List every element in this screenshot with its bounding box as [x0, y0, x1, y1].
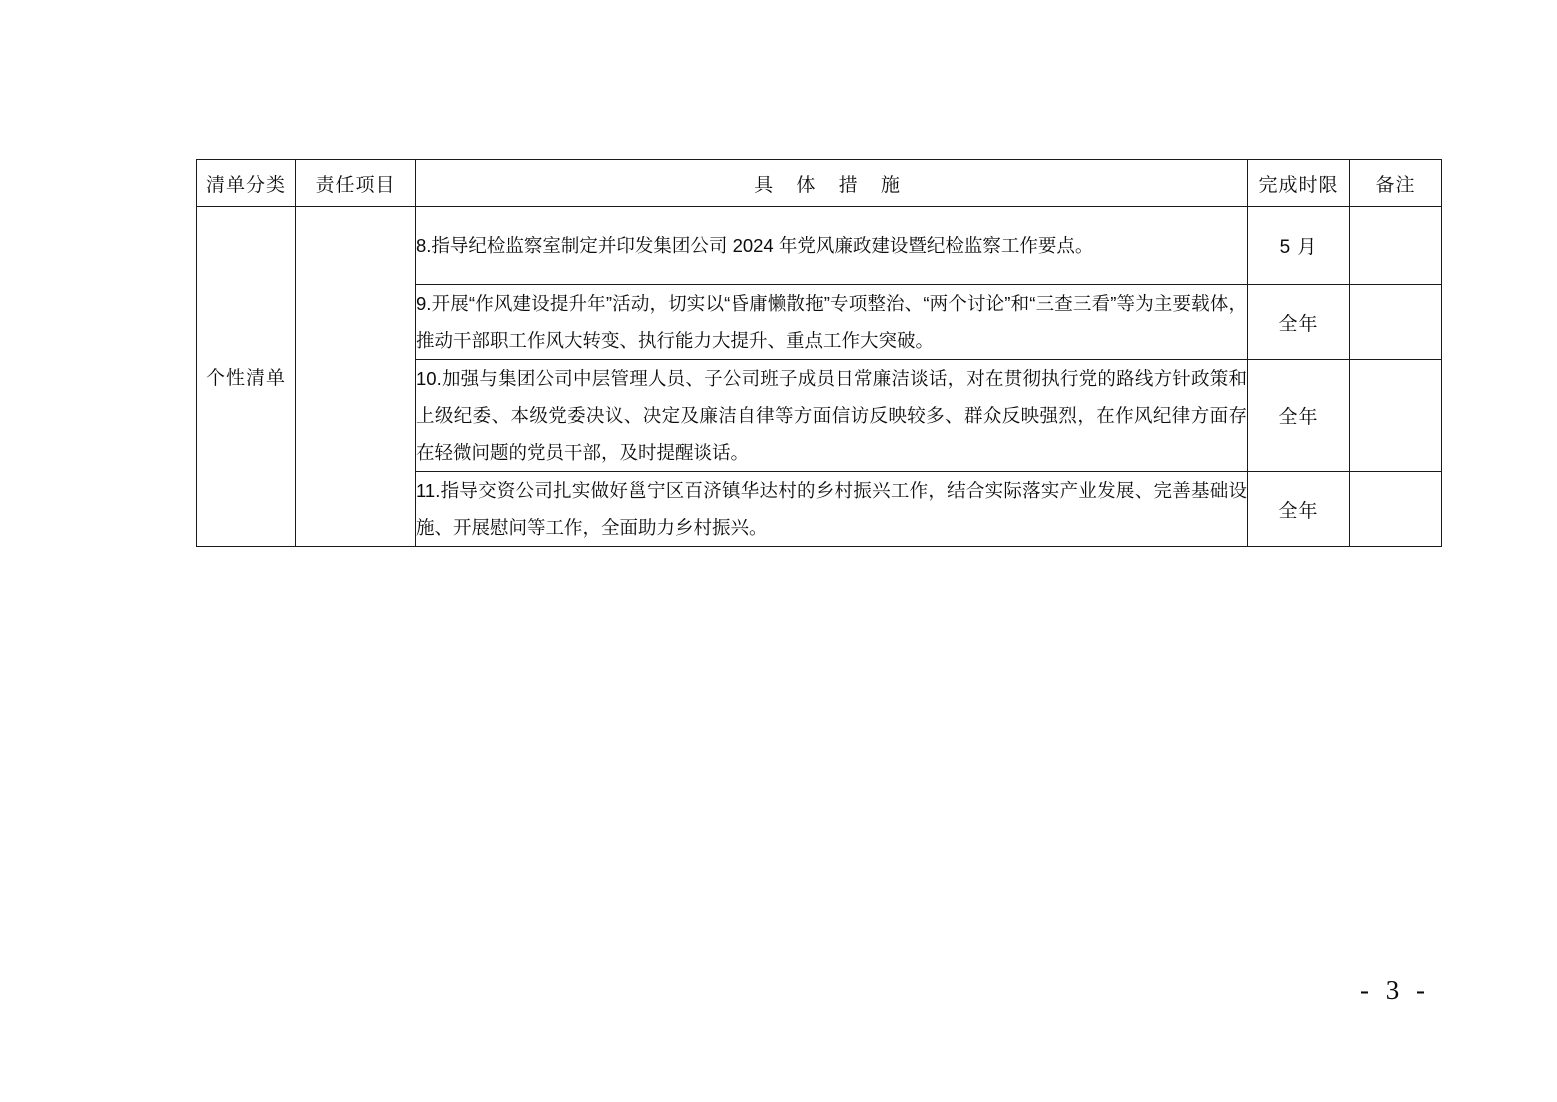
deadline-cell: 全年 — [1248, 360, 1350, 472]
deadline-cell: 全年 — [1248, 285, 1350, 360]
header-category: 清单分类 — [197, 160, 296, 207]
category-cell: 个性清单 — [197, 207, 296, 547]
remark-cell — [1350, 472, 1442, 547]
header-remark: 备注 — [1350, 160, 1442, 207]
remark-cell — [1350, 285, 1442, 360]
responsibility-list-table — [196, 159, 1442, 547]
page-number: - 3 - — [1360, 975, 1430, 1005]
deadline-cell: 全年 — [1248, 472, 1350, 547]
remark-cell — [1350, 360, 1442, 472]
measure-cell: 11.指导交资公司扎实做好邕宁区百济镇华达村的乡村振兴工作，结合实际落实产业发展、完善基础设施、开展慰问等工作，全面助力乡村振兴。 — [416, 472, 1248, 547]
deadline-cell: 5 月 — [1248, 207, 1350, 285]
measure-cell: 8.指导纪检监察室制定并印发集团公司 2024 年党风廉政建设暨纪检监察工作要点。 — [416, 207, 1248, 285]
table-header-row — [197, 160, 1442, 207]
header-deadline: 完成时限 — [1248, 160, 1350, 207]
header-project: 责任项目 — [296, 160, 416, 207]
measure-cell: 10.加强与集团公司中层管理人员、子公司班子成员日常廉洁谈话，对在贯彻执行党的路线方针政策和上级纪委、本级党委决议、决定及廉洁自律等方面信访反映较多、群众反映强烈，在作风纪律方面存在轻微问题的党员干部，及时提醒谈话。 — [416, 360, 1248, 472]
project-cell — [296, 207, 416, 547]
table-row — [197, 207, 1442, 285]
header-measures: 具 体 措 施 — [416, 160, 1248, 207]
measure-cell: 9.开展“作风建设提升年”活动，切实以“昏庸懒散拖”专项整治、“两个讨论”和“三查三看”等为主要载体，推动干部职工作风大转变、执行能力大提升、重点工作大突破。 — [416, 285, 1248, 360]
remark-cell — [1350, 207, 1442, 285]
